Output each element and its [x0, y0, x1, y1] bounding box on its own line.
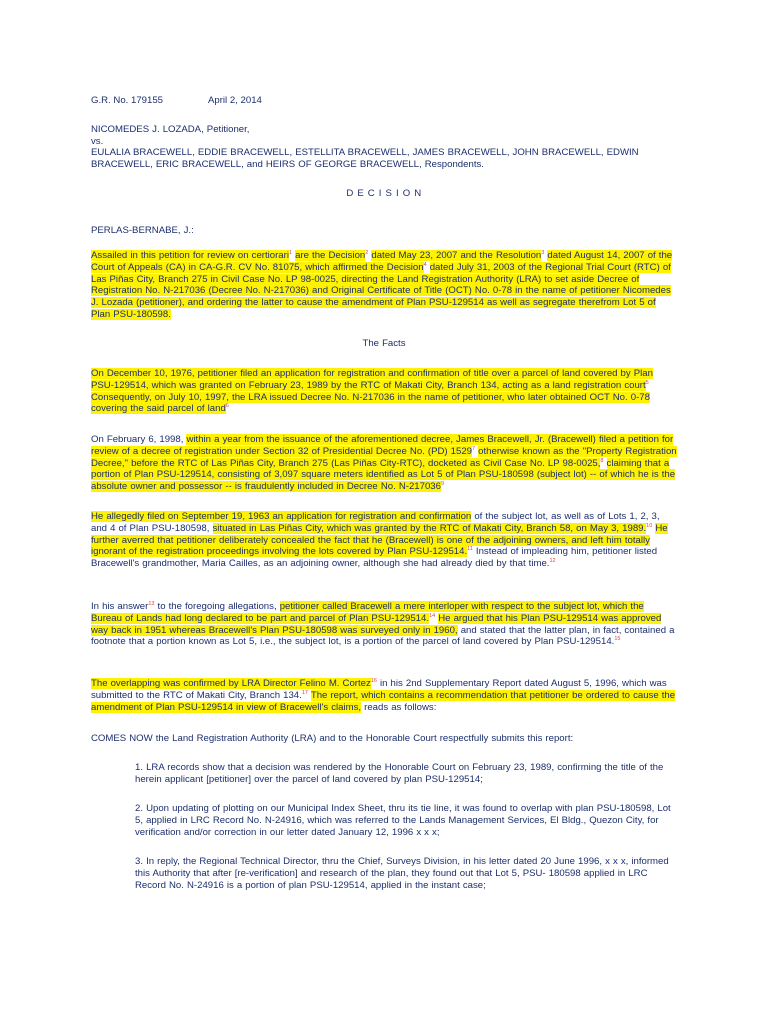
paragraph-3	[91, 434, 677, 493]
plain-text: of the subject lot, as well as of Lots 1, 2, 3, and 4 of Plan PSU-180598,	[91, 511, 660, 534]
respondents-line: EULALIA BRACEWELL, EDDIE BRACEWELL, ESTELLITA BRACEWELL, JAMES BRACEWELL, JOHN BRACEWELL, EDWIN BRACEWELL, ERIC BRACEWELL, and HEIRS OF GEORGE BRACEWELL, Respondents.	[91, 147, 639, 170]
highlighted-text: The overlapping was confirmed by LRA Director Felino M. Cortez	[91, 678, 371, 689]
paragraph-1	[91, 250, 677, 321]
gr-number: G.R. No. 179155	[91, 95, 163, 106]
footnote-marker[interactable]: 14	[429, 612, 436, 619]
report-item: 1. LRA records show that a decision was rendered by the Honorable Court on February 23, 1989, confirming the title of the herein applicant [petitioner] over the parcel of land covered by plan PSU-129514;	[135, 762, 664, 785]
plain-text: in his 2nd Supplementary Report dated August 5, 1996, which was submitted to the RTC of Makati City, Branch 134.	[91, 678, 667, 701]
footnote-marker[interactable]: 9	[440, 481, 445, 487]
plain-text: Instead of impleading him, petitioner listed Bracewell's grandmother, Maria Cailles, as an adjoining owner, although she had already died by that time.	[91, 546, 658, 570]
plain-text: and stated that the latter plan, in fact, contained a footnote that a portion known as Lot 5, i.e., the subject lot, is a portion of the parcel of land covered by Plan PSU-129514.	[91, 624, 675, 648]
highlighted-text: within a year from the issuance of the aforementioned decree, James Bracewell, Jr. (Bracewell) filed a petition for review of a decree of registration under Section 32 of Presidential Decree No. (PD) 1529	[91, 434, 674, 457]
footnote-marker[interactable]: 1	[288, 249, 293, 256]
decision-date: April 2, 2014	[208, 95, 262, 106]
versus-line: vs.	[91, 136, 104, 147]
facts-heading: The Facts	[362, 338, 406, 349]
footnote-marker[interactable]: 2	[365, 249, 369, 256]
highlighted-text: Consequently, on July 10, 1997, the LRA issued Decree No. N-217036 in the name of petitioner, who later obtained OCT No. 0-78 covering the said parcel of land	[91, 391, 650, 415]
highlighted-text: He further averred that petitioner deliberately concealed the fact that he (Bracewell) is one of the adjoining owners, and left him totally ignorant of the registration proceedings involving the lots covered by Plan PSU-129514.	[91, 522, 668, 558]
highlighted-text: otherwise known as the "Property Registration Decree," before the RTC of Las Piñas City, Branch 275 (Las Piñas City-RTC), docketed as Civil Case No. LP 98-0025,	[91, 445, 677, 469]
highlighted-text: situated in Las Piñas City, which was granted by the RTC of Makati City, Branch 58, on May 3, 1989.	[212, 522, 647, 534]
report-item: 3. In reply, the Regional Technical Director, thru the Chief, Surveys Division, in his letter dated 20 June 1996, x x x, informed this Authority that after [re-verification] and research of the plan, they found out that Lot 5, PSU- 180598 applied in LRC Record No. N-24916 is a portion of plan PSU-129514, applied in the instant case;	[135, 856, 669, 891]
highlighted-text: dated July 31, 2003 of the Regional Trial Court (RTC) of Las Piñas City, Branch 275 in Civil Case No. LP 98-0025, directing the Land Registration Authority (LRA) to set aside Decree of Registration No. N-217036 (Decree No. N-217036) and Original Certificate of Title (OCT) No. 0-78 in the name of petitioner Nicomedes J. Lozada (petitioner), and ordering the latter to cause the amendment of Plan PSU-129514 as well as segregate therefrom Lot 5 of Plan PSU-180598.	[91, 261, 671, 320]
highlighted-text: dated August 14, 2007 of the Court of Appeals (CA) in CA-G.R. CV No. 81075, which affirmed the Decision	[91, 250, 673, 273]
footnote-marker[interactable]: 7	[472, 445, 476, 452]
paragraph-4	[91, 511, 677, 570]
paragraph-2	[91, 368, 677, 415]
paragraph-6	[91, 678, 677, 713]
report-intro: COMES NOW the Land Registration Authority (LRA) and to the Honorable Court respectfully submits this report:	[91, 733, 574, 744]
highlighted-text: Assailed in this petition for review on certiorari	[91, 250, 289, 261]
footnote-marker[interactable]: 12	[549, 558, 556, 564]
highlighted-text: He argued that his Plan PSU-129514 was approved way back in 1951 whereas Bracewell's Plan PSU-180598 was surveyed only in 1960,	[91, 612, 662, 636]
footnote-marker[interactable]: 8	[600, 457, 604, 464]
highlighted-text: dated May 23, 2007 and the Resolution	[371, 250, 542, 261]
footnote-marker[interactable]: 5	[645, 379, 649, 386]
highlighted-text: The report, which contains a recommendation that petitioner be ordered to cause the amendment of Plan PSU-129514 in view of Bracewell's claims,	[91, 689, 676, 713]
plain-text: On February 6, 1998,	[91, 434, 184, 445]
highlighted-text: petitioner called Bracewell a mere interloper with respect to the subject lot, which the Bureau of Lands had long declared to be part and parcel of Plan PSU-129514.	[91, 601, 644, 624]
plain-text: In his answer	[91, 601, 149, 612]
footnote-marker[interactable]: 13	[148, 600, 155, 607]
plain-text: reads as follows:	[364, 701, 437, 713]
petitioner-line: NICOMEDES J. LOZADA, Petitioner,	[91, 124, 250, 135]
footnote-marker[interactable]: 6	[225, 403, 229, 410]
highlighted-text: On December 10, 1976, petitioner filed an application for registration and confirmation of title over a parcel of land covered by Plan PSU-129514, which was granted on February 23, 1989 by the RTC of Makati City, Branch 134, acting as a land registration court	[91, 368, 653, 391]
highlighted-text: He allegedly filed on September 19, 1963 an application for registration and confirmation	[91, 511, 472, 522]
footnote-marker[interactable]: 16	[370, 677, 377, 684]
footnote-marker[interactable]: 15	[614, 636, 621, 643]
paragraph-5	[91, 601, 677, 648]
decision-heading: D E C I S I O N	[346, 188, 422, 199]
footnote-marker[interactable]: 11	[467, 546, 473, 553]
footnote-marker[interactable]: 10	[646, 522, 653, 529]
footnote-marker[interactable]: 4	[423, 261, 427, 268]
highlighted-text: claiming that a portion of Plan PSU-129514, consisting of 3,097 square meters identified as Lot 5 of Plan PSU-180598 (subject lot) -- of which he is the absolute owner and possessor -- is fraudulently included in Decree No. N-217036	[91, 457, 676, 493]
footnote-marker[interactable]: 3	[541, 249, 545, 256]
highlighted-text: are the Decision	[295, 250, 366, 261]
plain-text: to the foregoing allegations,	[157, 601, 277, 612]
footnote-marker[interactable]: 17	[301, 689, 308, 696]
ponente: PERLAS-BERNABE, J.:	[91, 225, 194, 236]
report-item: 2. Upon updating of plotting on our Municipal Index Sheet, thru its tie line, it was found to overlap with plan PSU-180598, Lot 5, applied in LRC Record No. N-24916, which was referred to the Lands Management Services, El Bldg., Quezon City, for verification and/or correction in our letter dated January 12, 1996 x x x;	[135, 803, 671, 838]
